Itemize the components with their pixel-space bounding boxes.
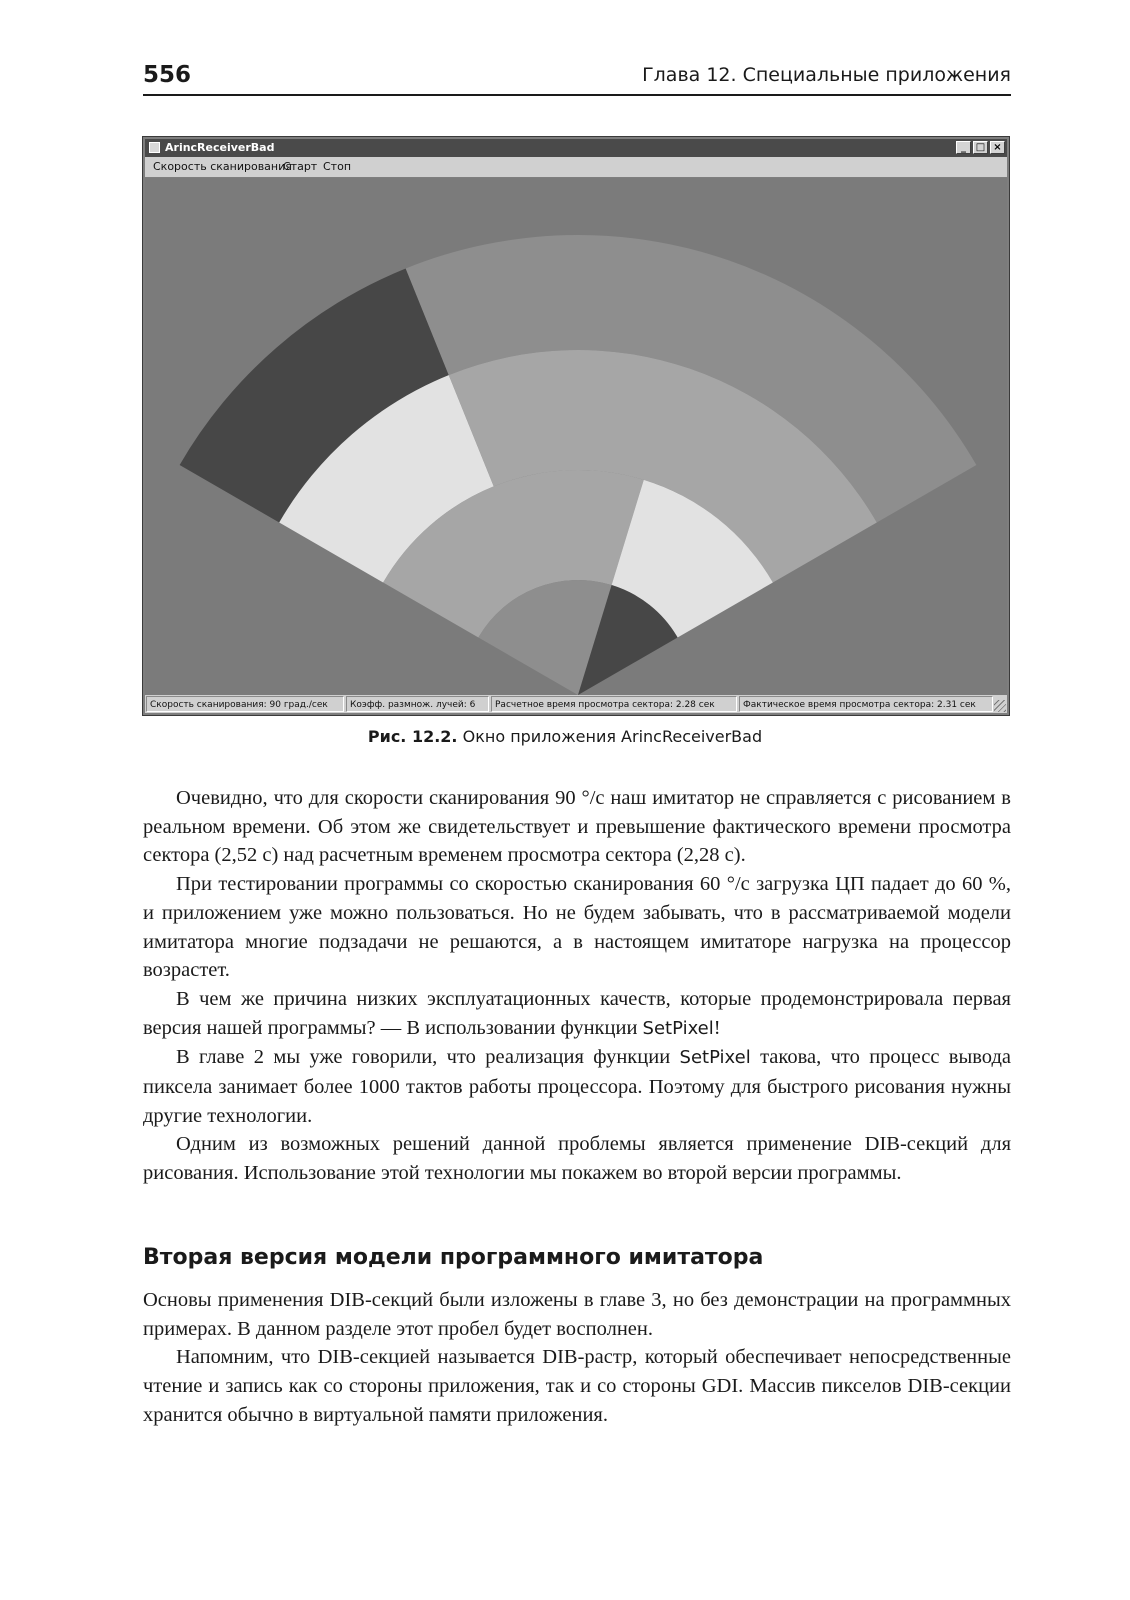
code-setpixel: SetPixel <box>679 1047 751 1069</box>
paragraph-1: Очевидно, что для скорости сканирования 90 °/с наш имитатор не справляется с рисованием в реальном времени. Об этом же свидетельствует и превышение фактического времени просмотра сектора (2,52 с) над расчетным временем просмотра сектора (2,28 с). <box>143 787 1011 867</box>
app-window-icon <box>149 142 160 153</box>
figure-caption <box>0 727 1130 746</box>
body-text-lower <box>143 1286 1011 1430</box>
status-bar <box>145 695 1007 713</box>
radar-display <box>145 178 1007 695</box>
body-text-upper <box>143 784 1011 1188</box>
running-head <box>143 62 1011 96</box>
menu-scan-speed[interactable]: Скорость сканирования <box>153 160 292 173</box>
window-title: ArincReceiverBad <box>165 141 275 154</box>
menu-start[interactable]: Старт <box>283 160 318 173</box>
figure-label: Рис. 12.2. <box>367 727 458 746</box>
paragraph-3 <box>143 985 1011 1043</box>
close-button[interactable]: × <box>990 141 1005 154</box>
figure-caption-text: Окно приложения ArincReceiverBad <box>462 727 763 746</box>
paragraph-2: При тестировании программы со скоростью сканирования 60 °/с загрузка ЦП падает до 60 %, и приложением уже можно пользоваться. Но не будем забывать, что в рассматриваемой модели имитатора многие подзадачи не решаются, а в настоящем имитаторе нагрузка на процессор возрастет. <box>143 873 1011 982</box>
status-ray-multiplier: Коэфф. размнож. лучей: 6 <box>346 696 489 712</box>
radar-sector-canvas <box>145 178 1007 695</box>
paragraph-3-end: ! <box>713 1016 721 1039</box>
menu-stop[interactable]: Стоп <box>323 160 352 173</box>
status-scan-speed: Скорость сканирования: 90 град./сек <box>146 696 344 712</box>
code-setpixel: SetPixel <box>642 1017 714 1039</box>
minimize-button[interactable]: _ <box>956 141 971 154</box>
paragraph-4 <box>143 1043 1011 1130</box>
maximize-button[interactable]: □ <box>973 141 988 154</box>
status-actual-time: Фактическое время просмотра сектора: 2.31 сек <box>739 696 993 712</box>
chapter-title: Глава 12. Специальные приложения <box>642 64 1011 86</box>
paragraph-7: Напомним, что DIB-секцией называется DIB-растр, который обеспечивает непосредственные чтение и запись как со стороны приложения, так и со стороны GDI. Массив пикселов DIB-секции хранится обычно в виртуальной памяти приложения. <box>143 1346 1011 1426</box>
page-number: 556 <box>143 62 192 88</box>
size-grip-icon[interactable] <box>994 700 1006 712</box>
app-window <box>142 136 1010 716</box>
menu-bar <box>145 157 1007 177</box>
status-estimated-time: Расчетное время просмотра сектора: 2.28 сек <box>491 696 737 712</box>
paragraph-4-text: В главе 2 мы уже говорили, что реализация функции <box>176 1046 680 1069</box>
paragraph-6: Основы применения DIB-секций были изложены в главе 3, но без демонстрации на программных примерах. В данном разделе этот пробел будет восполнен. <box>143 1289 1011 1340</box>
title-bar[interactable] <box>145 139 1007 157</box>
section-heading: Вторая версия модели программного имитатора <box>143 1245 764 1270</box>
paragraph-3-text: В чем же причина низких эксплуатационных качеств, которые продемонстрировала первая версия нашей программы? — В использовании функции <box>143 987 1011 1039</box>
paragraph-5: Одним из возможных решений данной проблемы является применение DIB-секций для рисования. Использование этой технологии мы покажем во второй версии программы. <box>143 1133 1011 1185</box>
paragraph-4-rest: такова, что процесс вывода пиксела занимает более 1000 тактов работы процессора. Поэтому для быстрого рисования нужны другие технологии. <box>143 1046 1011 1127</box>
